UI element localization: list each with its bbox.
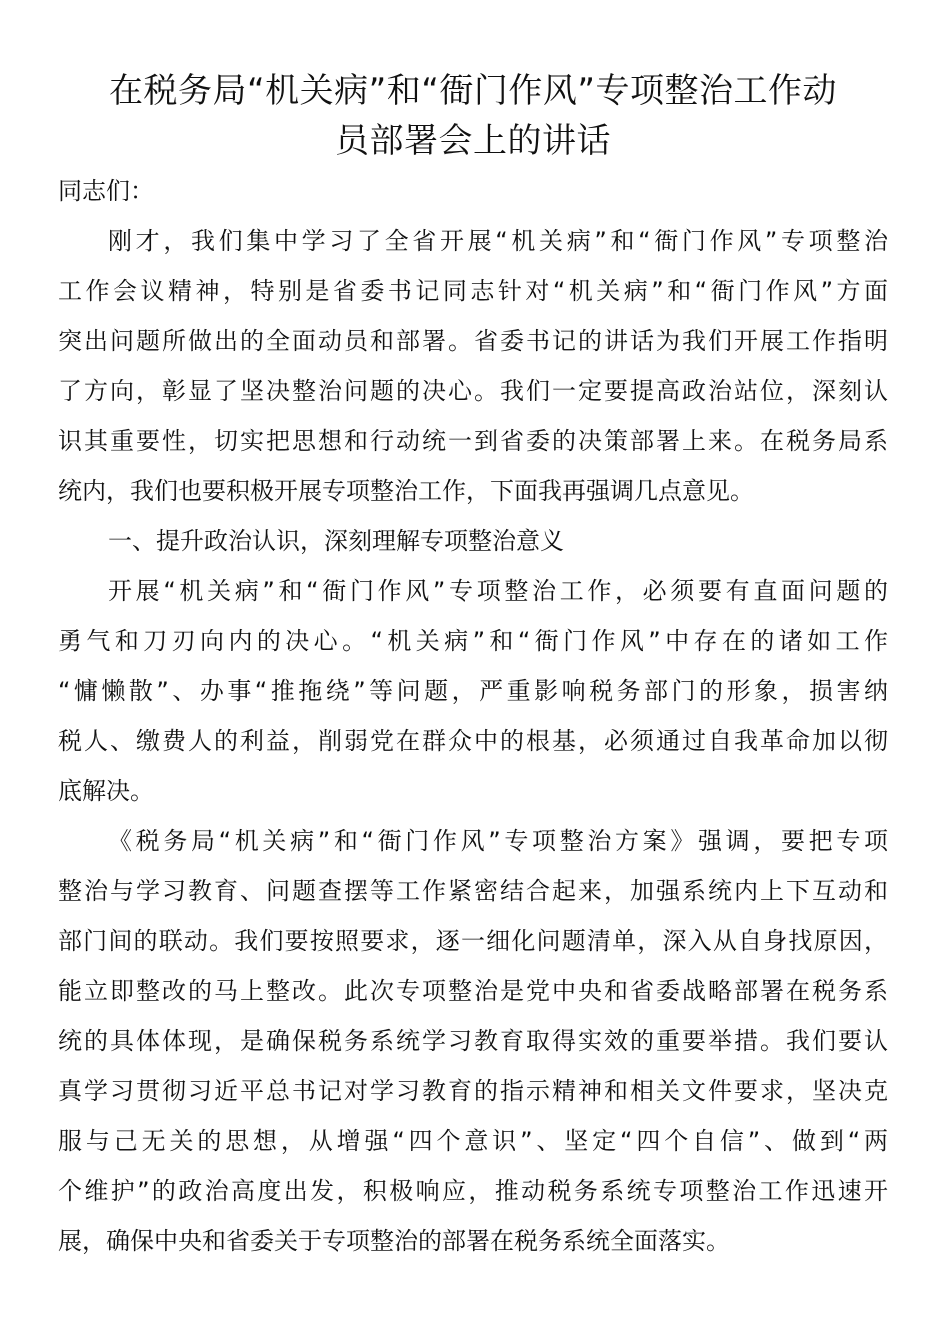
paragraph-line: 个维护”的政治高度出发，积极响应，推动税务系统专项整治工作迅速开	[58, 1177, 888, 1205]
paragraph-line: 部门间的联动。我们要按照要求，逐一细化问题清单，深入从自身找原因，	[58, 927, 888, 955]
paragraph-line: 识其重要性，切实把思想和行动统一到省委的决策部署上来。在税务局系	[58, 427, 888, 455]
paragraph-line: 展，确保中央和省委关于专项整治的部署在税务系统全面落实。	[58, 1227, 730, 1255]
paragraph-2	[58, 566, 888, 816]
paragraph-line: 统内，我们也要积极开展专项整治工作，下面我再强调几点意见。	[58, 477, 754, 505]
paragraph-line: 真学习贯彻习近平总书记对学习教育的指示精神和相关文件要求，坚决克	[58, 1077, 888, 1105]
paragraph-line: 突出问题所做出的全面动员和部署。省委书记的讲话为我们开展工作指明	[58, 327, 888, 355]
paragraph-line: 刚才，我们集中学习了全省开展“机关病”和“衙门作风”专项整治	[108, 227, 888, 255]
paragraph-line: 底解决。	[58, 777, 154, 805]
paragraph-line: “慵懒散”、办事“推拖绕”等问题，严重影响税务部门的形象，损害纳	[58, 677, 888, 705]
title-line: 在税务局“机关病”和“衙门作风”专项整治工作动	[109, 71, 837, 111]
paragraph-3	[58, 816, 888, 1266]
paragraph-line: 能立即整改的马上整改。此次专项整治是党中央和省委战略部署在税务系	[58, 977, 888, 1005]
document-page	[58, 66, 888, 1266]
paragraph-line: 勇气和刀刃向内的决心。“机关病”和“衙门作风”中存在的诸如工作	[58, 627, 888, 655]
document-title	[58, 66, 888, 166]
paragraph-line: 税人、缴费人的利益，削弱党在群众中的根基，必须通过自我革命加以彻	[58, 727, 888, 755]
title-line: 员部署会上的讲话	[335, 121, 611, 161]
paragraph-line: 服与己无关的思想，从增强“四个意识”、坚定“四个自信”、做到“两	[58, 1127, 888, 1155]
paragraph-line: 整治与学习教育、问题查摆等工作紧密结合起来，加强系统内上下互动和	[58, 877, 888, 905]
paragraph-line: 《税务局“机关病”和“衙门作风”专项整治方案》强调，要把专项	[108, 827, 888, 855]
section-heading-1: 一、提升政治认识，深刻理解专项整治意义	[108, 527, 564, 555]
paragraph-line: 了方向，彰显了坚决整治问题的决心。我们一定要提高政治站位，深刻认	[58, 377, 888, 405]
paragraph-1	[58, 216, 888, 516]
salutation: 同志们：	[58, 177, 154, 205]
paragraph-line: 开展“机关病”和“衙门作风”专项整治工作，必须要有直面问题的	[108, 577, 888, 605]
paragraph-line: 统的具体体现，是确保税务系统学习教育取得实效的重要举措。我们要认	[58, 1027, 888, 1055]
paragraph-line: 工作会议精神，特别是省委书记同志针对“机关病”和“衙门作风”方面	[58, 277, 888, 305]
